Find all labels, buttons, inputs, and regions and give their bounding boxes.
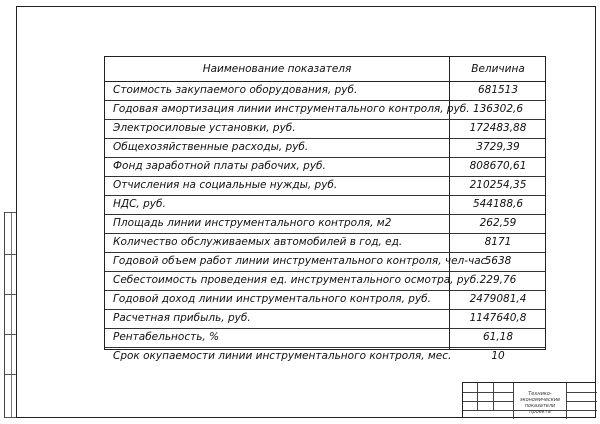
left-margin-strip xyxy=(4,212,16,418)
indicator-name: Отчисления на социальные нужды, руб. xyxy=(113,179,338,191)
title-block-title: Технико-экономические показатели проекта xyxy=(519,391,561,415)
indicators-table xyxy=(104,56,546,362)
table-row xyxy=(105,176,545,196)
indicator-value: 172483,88 xyxy=(469,122,527,134)
strip-divider xyxy=(11,212,12,418)
indicator-value: 808670,61 xyxy=(469,160,527,172)
indicator-name: Расчетная прибыль, руб. xyxy=(113,312,251,324)
table-row xyxy=(105,119,545,139)
indicator-name: Количество обслуживаемых автомобилей в год, ед. xyxy=(113,236,403,248)
indicator-name: Фонд заработной платы рабочих, руб. xyxy=(113,160,326,172)
indicator-value: 8171 xyxy=(484,236,512,248)
indicator-name: Годовой объем работ линии инструментального контроля, чел-час. xyxy=(113,255,490,267)
indicator-value: 3729,39 xyxy=(476,141,520,153)
strip-cell xyxy=(5,374,16,375)
indicator-value: 2479081,4 xyxy=(469,293,527,305)
strip-cell xyxy=(5,334,16,335)
indicator-name: Рентабельность, % xyxy=(113,331,220,343)
indicator-value: 229,76 xyxy=(479,274,517,286)
indicator-value: 10 xyxy=(491,350,505,362)
indicator-name: Общехозяйственные расходы, руб. xyxy=(113,141,309,153)
table-row xyxy=(105,195,545,215)
table-row xyxy=(105,290,545,310)
table-row xyxy=(105,138,545,158)
indicator-name: Годовой доход линии инструментального контроля, руб. xyxy=(113,293,431,305)
table-row xyxy=(105,100,545,120)
strip-cell xyxy=(5,254,16,255)
indicator-value: 544188,6 xyxy=(472,198,524,210)
table-row xyxy=(105,328,545,348)
table-row xyxy=(105,309,545,329)
table-row xyxy=(105,214,545,234)
strip-cell xyxy=(5,212,16,213)
table-row xyxy=(105,233,545,253)
strip-cell xyxy=(5,294,16,295)
indicator-value: 1147640,8 xyxy=(469,312,527,324)
indicator-value: 262,59 xyxy=(479,217,517,229)
table-row xyxy=(105,347,545,366)
table-row xyxy=(105,271,545,291)
indicator-value: 681513 xyxy=(477,84,519,96)
header-value: Величина xyxy=(471,63,525,75)
header-name: Наименование показателя xyxy=(202,63,352,75)
indicator-name: Срок окупаемости линии инструментального контроля, мес. xyxy=(113,350,452,362)
indicator-name: Годовая амортизация линии инструментального контроля, руб. xyxy=(113,103,470,115)
indicator-value: 61,18 xyxy=(482,331,514,343)
strip-cell xyxy=(5,417,16,418)
title-block xyxy=(462,382,596,418)
indicator-name: Электросиловые установки, руб. xyxy=(113,122,296,134)
table-header xyxy=(105,57,545,82)
indicator-value: 136302,6 xyxy=(472,103,524,115)
table-row xyxy=(105,81,545,101)
table-row xyxy=(105,252,545,272)
indicator-name: Себестоимость проведения ед. инструментального осмотра, руб. xyxy=(113,274,480,286)
indicator-value: 5638 xyxy=(484,255,512,267)
indicator-name: Стоимость закупаемого оборудования, руб. xyxy=(113,84,358,96)
indicator-name: Площадь линии инструментального контроля, м2 xyxy=(113,217,392,229)
indicator-name: НДС, руб. xyxy=(113,198,166,210)
indicator-value: 210254,35 xyxy=(469,179,527,191)
table-row xyxy=(105,157,545,177)
